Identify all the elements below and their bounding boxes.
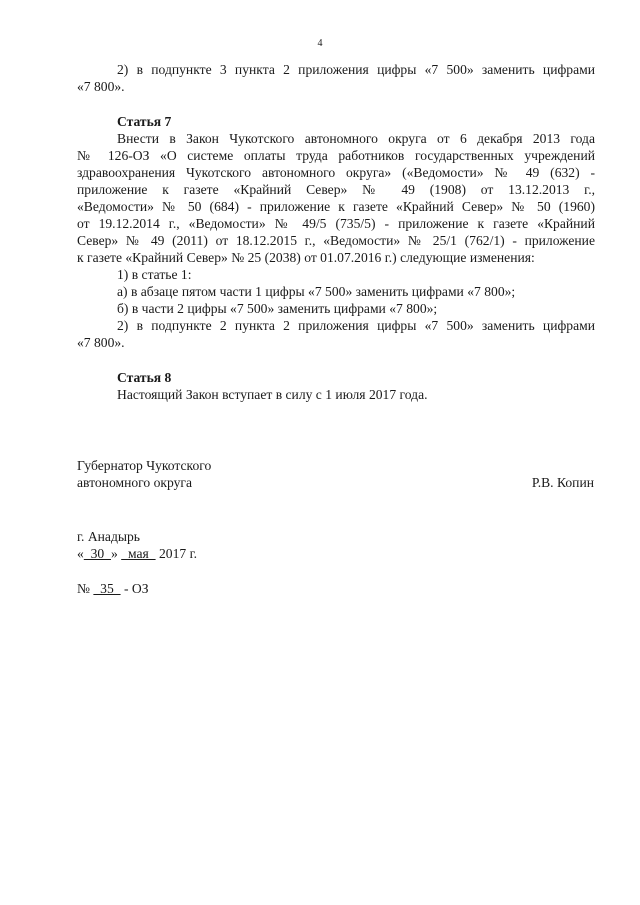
article-7-line: приложение к газете «Крайний Север» № 49 (1908) от 13.12.2013 г., — [77, 182, 595, 197]
article-7-item-2-line-2: «7 800». — [77, 335, 125, 350]
article-7-line: от 19.12.2014 г., «Ведомости» № 49/5 (735/5) - приложение к газете «Крайний — [77, 216, 595, 231]
article-7-item-2-line-1: 2) в подпункте 2 пункта 2 приложения цифры «7 500» заменить цифрами — [117, 318, 595, 333]
article-7-line: «Ведомости» № 50 (684) - приложение к газете «Крайний Север» № 50 (1960) — [77, 199, 595, 214]
law-number-prefix: № — [77, 581, 94, 596]
article-8-text: Настоящий Закон вступает в силу с 1 июля 2017 года. — [117, 387, 428, 402]
article-7-item-1b: б) в части 2 цифры «7 500» заменить цифрами «7 800»; — [117, 301, 438, 316]
place-city: г. Анадырь — [77, 529, 141, 544]
signature-title-line-1: Губернатор Чукотского — [77, 458, 212, 473]
date-month: мая — [121, 546, 156, 561]
signature-name: Р.В. Копин — [531, 475, 594, 490]
article-7-item-1a: а) в абзаце пятом части 1 цифры «7 500» заменить цифрами «7 800»; — [117, 284, 516, 299]
law-number-line — [77, 581, 149, 597]
article-7-line: № 126-ОЗ «О системе оплаты труда работников государственных учреждений — [77, 148, 595, 163]
article-7-line: Север» № 49 (2011) от 18.12.2015 г., «Ведомости» № 25/1 (762/1) - приложение — [77, 233, 595, 248]
date-line — [77, 546, 197, 562]
signature-title-line-2: автономного округа — [77, 475, 193, 490]
article-7-heading: Статья 7 — [117, 114, 172, 129]
page-number: 4 — [317, 38, 323, 49]
date-day: 30 — [83, 546, 111, 561]
law-number-value: 35 — [93, 581, 121, 596]
article-7-line: здравоохранения Чукотского автономного округа» («Ведомости» № 49 (632) - — [77, 165, 595, 180]
date-year: 2017 г. — [155, 546, 198, 561]
article-7-line: Внести в Закон Чукотского автономного округа от 6 декабря 2013 года — [117, 131, 595, 146]
item-2-line-2: «7 800». — [77, 79, 125, 94]
article-7-line: к газете «Крайний Север» № 25 (2038) от 01.07.2016 г.) следующие изменения: — [77, 250, 535, 265]
law-number-suffix: - ОЗ — [120, 581, 149, 596]
article-7-item-1: 1) в статье 1: — [117, 267, 192, 282]
item-2-line-1: 2) в подпункте 3 пункта 2 приложения цифры «7 500» заменить цифрами — [117, 62, 595, 77]
article-8-heading: Статья 8 — [117, 370, 172, 385]
date-open-quote: « — [77, 546, 84, 561]
date-close-quote: » — [110, 546, 122, 561]
